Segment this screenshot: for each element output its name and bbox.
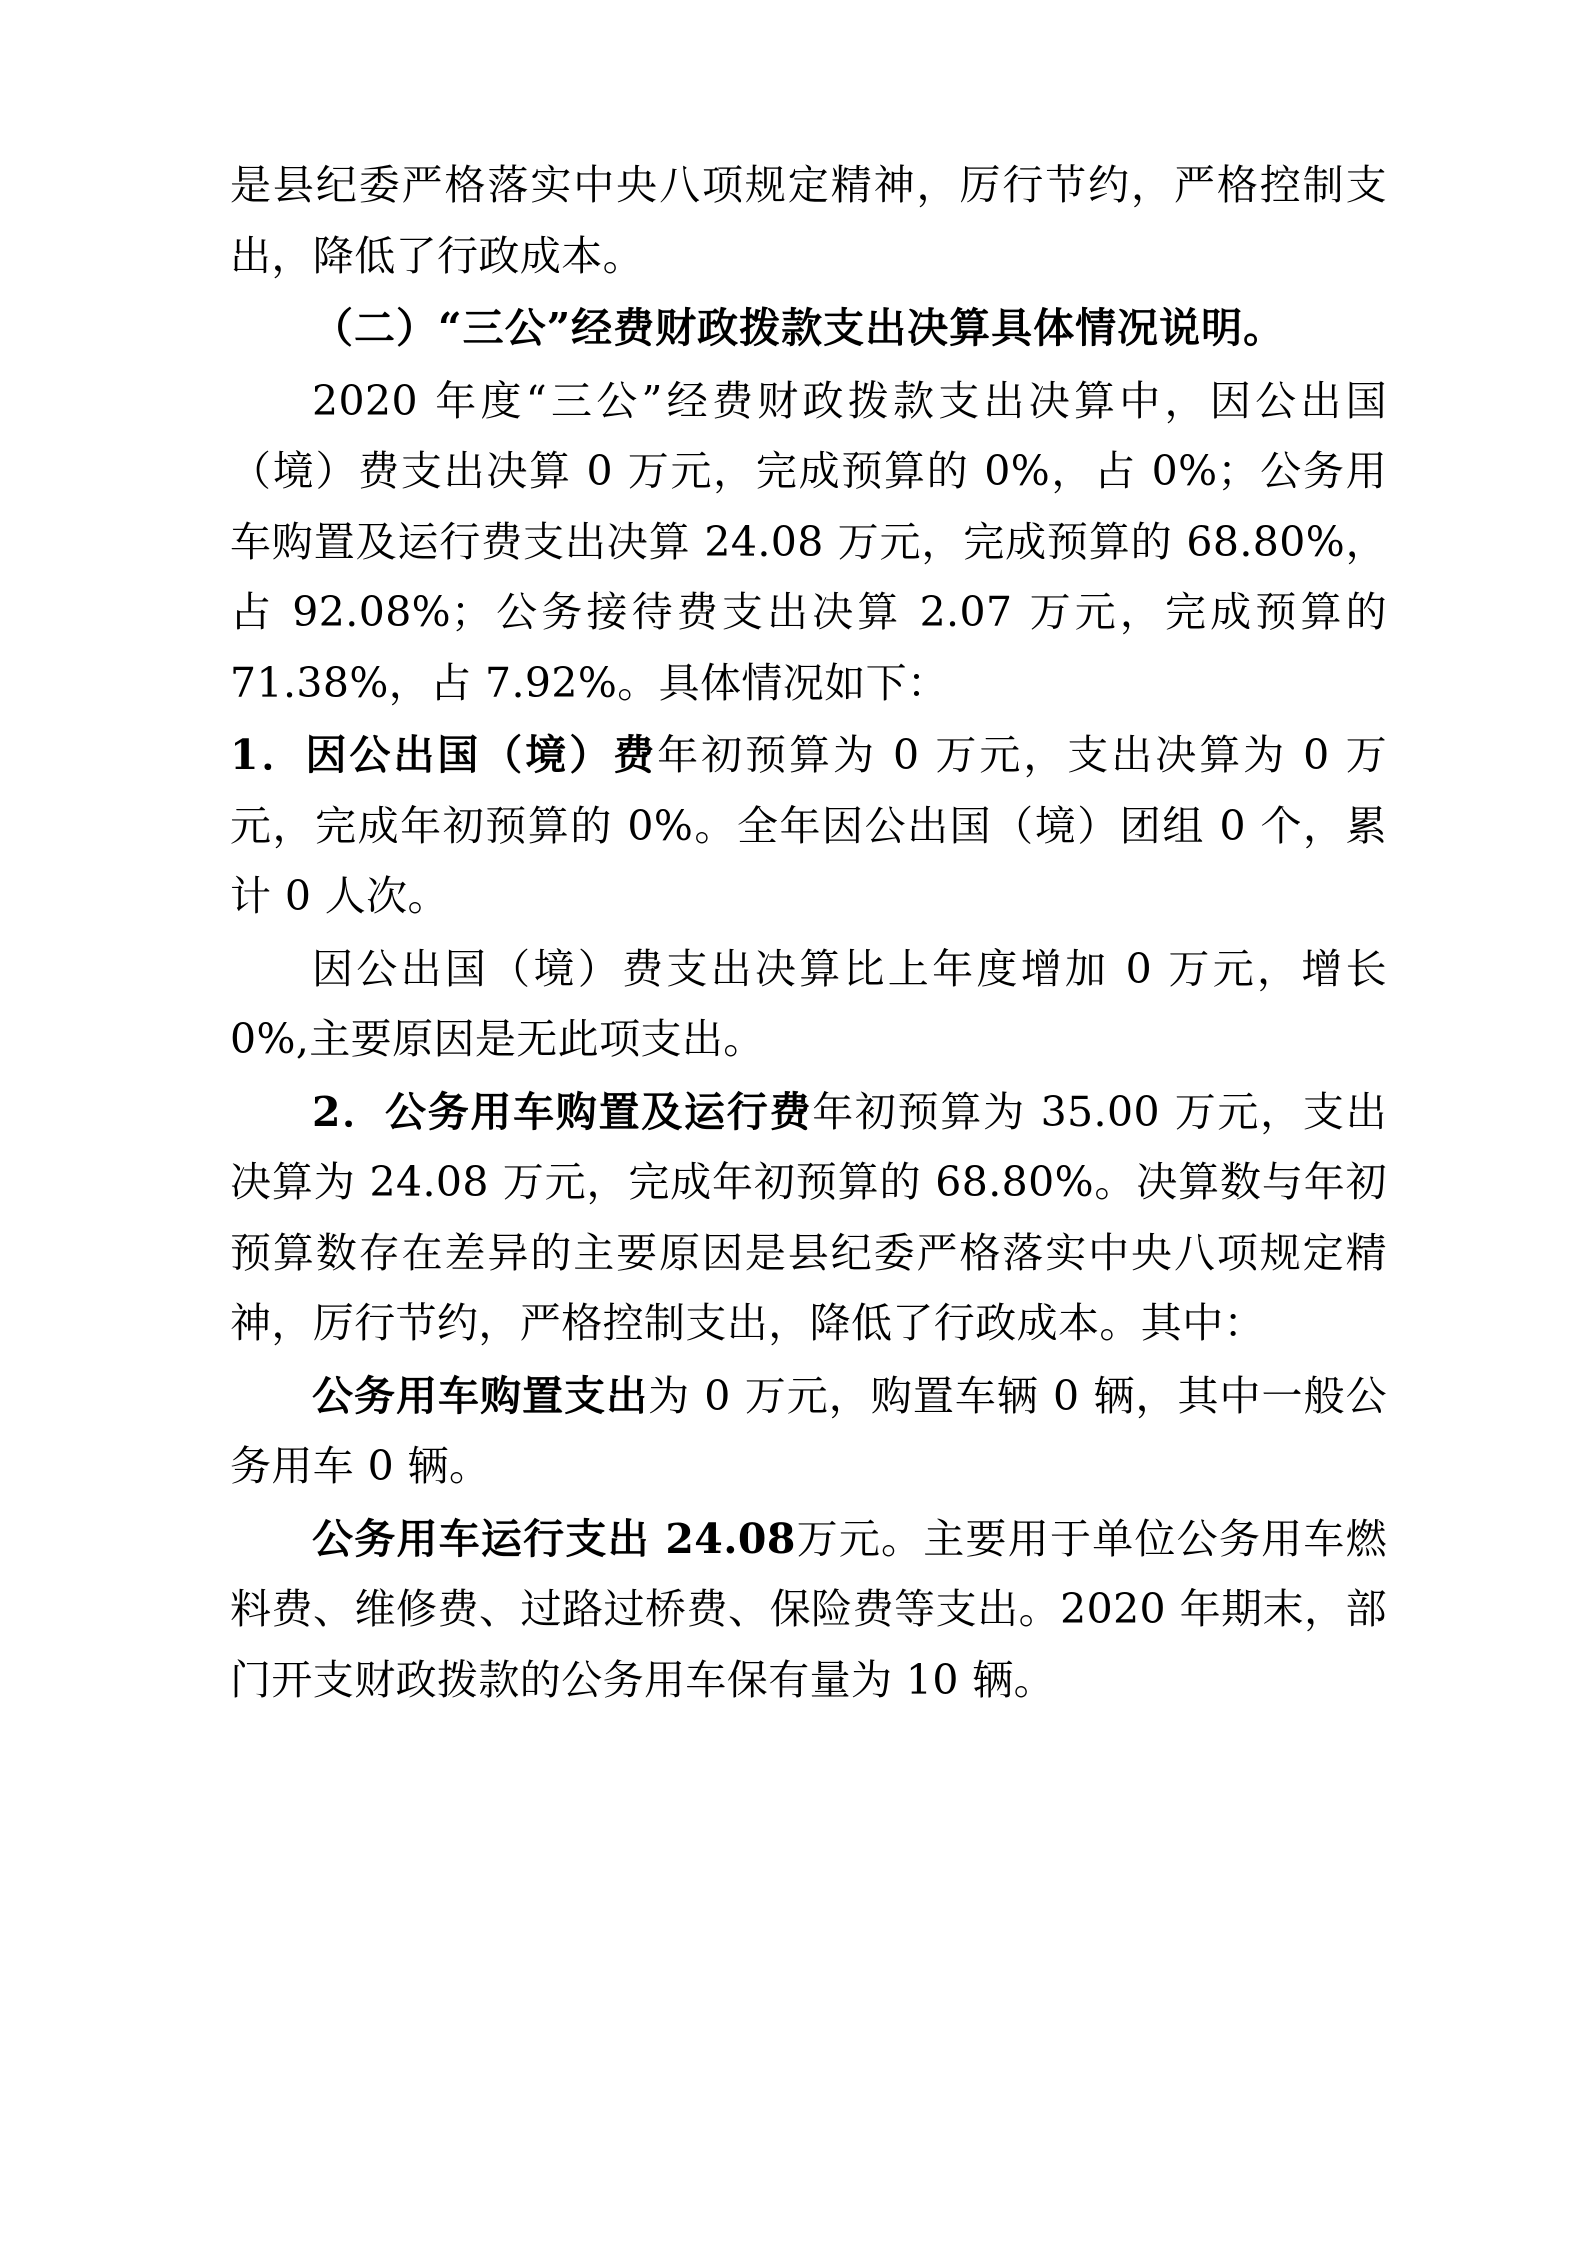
vehicle-purchase-text: 为 0 万元，购置车辆 0 辆，其中一般公务用车 0 辆。 [230,1371,1387,1491]
paragraph-overview-2020 [230,366,1387,719]
paragraph-vehicle-operation [230,1504,1387,1716]
item-2-text: 年初预算为 35.00 万元，支出决算为 24.08 万元，完成年初预算的 68.80%。决算数与年初预算数存在差异的主要原因是县纪委严格落实中央八项规定精神，厉行节约，严格控制支出，降低了行政成本。其中： [230,1087,1387,1348]
paragraph-item-2 [230,1077,1387,1359]
paragraph-text: 因公出国（境）费支出决算比上年度增加 0 万元，增长 0%,主要原因是无此项支出。 [230,944,1387,1064]
vehicle-purchase-lead: 公务用车购置支出 [312,1371,649,1420]
document-body [230,150,1387,1715]
section-heading-2 [230,293,1387,364]
paragraph-text: 2020 年度“三公”经费财政拨款支出决算中，因公出国（境）费支出决算 0 万元，完成预算的 0%，占 0%；公务用车购置及运行费支出决算 24.08 万元，完成预算的 68.80%，占 92.08%；公务接待费支出决算 2.07 万元，完成预算的 71.38%，占 7.92%。具体情况如下： [230,376,1387,707]
vehicle-operation-lead: 公务用车运行支出 24.08 [312,1514,796,1563]
item-1-lead: 1．因公出国（境）费 [230,731,658,780]
paragraph-vehicle-purchase [230,1361,1387,1502]
paragraph-item-1 [230,720,1387,932]
item-2-lead: 2．公务用车购置及运行费 [312,1087,813,1136]
vehicle-operation-text: 万元。主要用于单位公务用车燃料费、维修费、过路过桥费、保险费等支出。2020 年期末，部门开支财政拨款的公务用车保有量为 10 辆。 [230,1514,1387,1704]
section-heading-text: （二）“三公”经费财政拨款支出决算具体情况说明。 [312,304,1286,353]
item-1-text: 年初预算为 0 万元，支出决算为 0 万元，完成年初预算的 0%。全年因公出国（境）团组 0 个，累计 0 人次。 [230,731,1387,921]
paragraph-intro-continued [230,150,1387,291]
paragraph-text: 是县纪委严格落实中央八项规定精神，厉行节约，严格控制支出，降低了行政成本。 [230,161,1387,280]
paragraph-item-1-comparison [230,934,1387,1075]
